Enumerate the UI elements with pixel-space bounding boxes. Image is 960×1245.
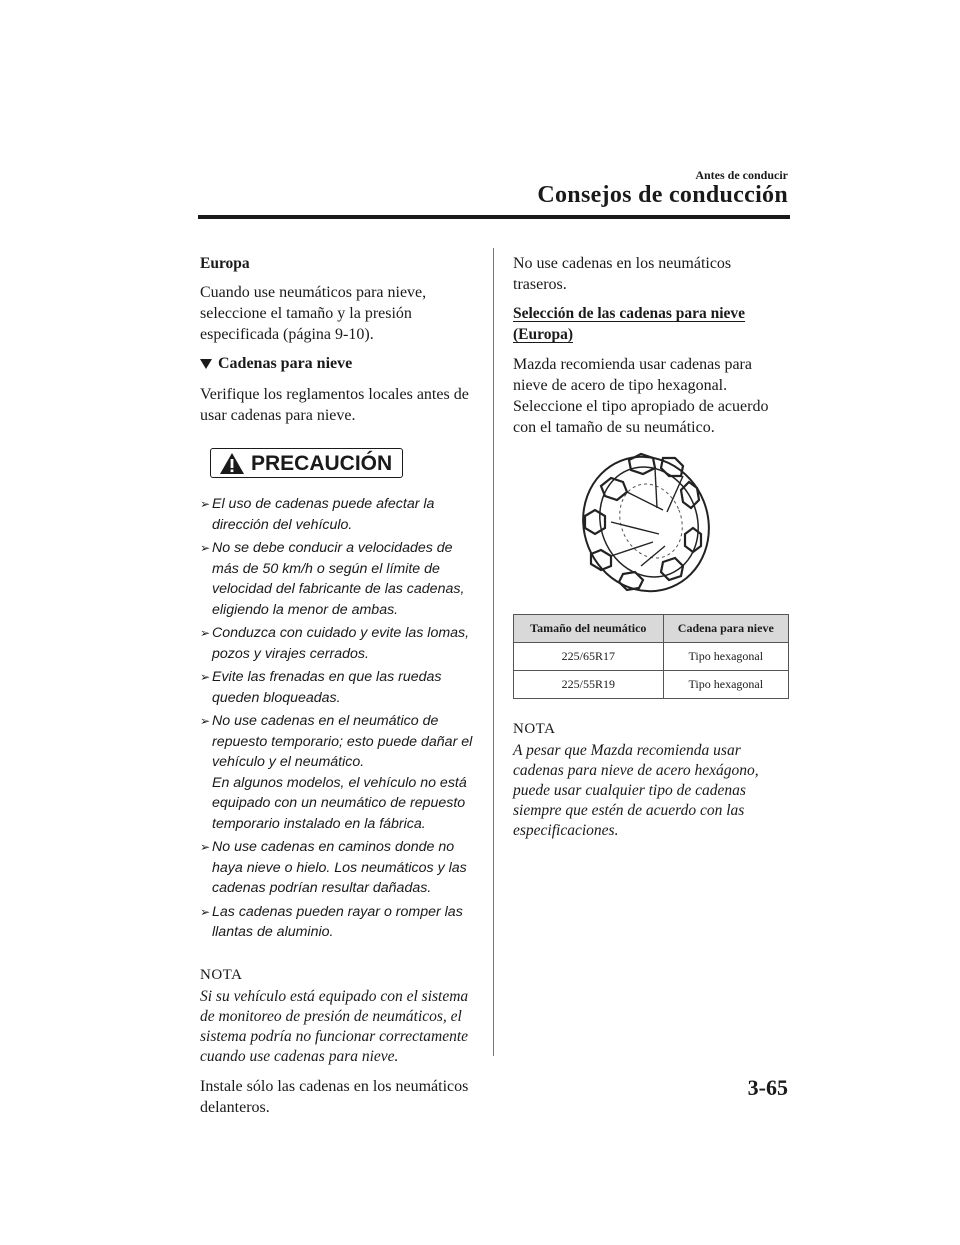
table-cell: 225/65R17 xyxy=(514,643,664,671)
note-label: NOTA xyxy=(200,966,243,983)
header-chapter-title: Consejos de conducción xyxy=(537,182,788,208)
triangle-down-icon xyxy=(200,359,212,369)
caution-item-extra: En algunos modelos, el vehículo no está equipado con un neumático de repuesto temporario instalado en la fábrica. xyxy=(212,774,467,832)
header-rule xyxy=(198,215,790,219)
caution-item xyxy=(200,494,475,535)
caution-item-text: No use cadenas en caminos donde no haya nieve o hielo. Los neumáticos y las cadenas podrían resultar dañadas. xyxy=(212,839,467,896)
subheading-text: Cadenas para nieve xyxy=(218,355,353,372)
snow-chain-illustration xyxy=(571,446,721,598)
table-header-cell: Cadena para nieve xyxy=(663,615,788,643)
table-cell: 225/55R19 xyxy=(514,671,664,699)
caution-badge xyxy=(210,448,403,478)
arrow-bullet-icon: ➢ xyxy=(200,626,211,640)
left-column xyxy=(200,253,475,1126)
caution-item xyxy=(200,837,475,899)
note-text: Si su vehículo está equipado con el sistema de monitoreo de presión de neumáticos, el sistema podría no funcionar correctamente cuando use cadenas para nieve. xyxy=(200,987,469,1065)
caution-item-text: No se debe conducir a velocidades de más de 50 km/h o según el límite de velocidad del fabricante de las cadenas, eligiendo la menor de ambas. xyxy=(212,540,465,618)
table-row xyxy=(514,671,789,699)
column-divider xyxy=(493,248,494,1056)
table-header-cell: Tamaño del neumático xyxy=(514,615,664,643)
arrow-bullet-icon: ➢ xyxy=(200,714,211,728)
region-title: Europa xyxy=(200,255,250,272)
caution-item xyxy=(200,623,475,664)
table-row xyxy=(514,643,789,671)
arrow-bullet-icon: ➢ xyxy=(200,670,211,684)
table-cell: Tipo hexagonal xyxy=(663,671,788,699)
arrow-bullet-icon: ➢ xyxy=(200,840,211,854)
table-header-row xyxy=(514,615,789,643)
note-label: NOTA xyxy=(513,721,556,737)
caution-item-text: El uso de cadenas puede afectar la dirección del vehículo. xyxy=(212,496,435,533)
paragraph: Verifique los reglamentos locales antes de usar cadenas para nieve. xyxy=(200,386,469,424)
header-section-label: Antes de conducir xyxy=(695,168,788,182)
caution-item-text: Las cadenas pueden rayar o romper las llantas de aluminio. xyxy=(212,903,463,940)
caution-item xyxy=(200,711,475,834)
table-cell: Tipo hexagonal xyxy=(663,643,788,671)
paragraph: Mazda recomienda usar cadenas para nieve de acero de tipo hexagonal. Seleccione el tipo apropiado de acuerdo con el tamaño de su neumático. xyxy=(513,356,769,436)
paragraph: Cuando use neumáticos para nieve, seleccione el tamaño y la presión especificada (página 9-10). xyxy=(200,284,427,343)
caution-item-text: No use cadenas en el neumático de repuesto temporario; esto puede dañar el vehículo y el neumático. xyxy=(212,713,473,770)
caution-item xyxy=(200,538,475,620)
chain-spec-table xyxy=(513,614,789,699)
caution-item xyxy=(200,902,475,943)
note-text: A pesar que Mazda recomienda usar cadenas para nieve de acero hexágono, puede usar cualquier tipo de cadenas siempre que estén de acuerdo con las especificaciones. xyxy=(513,742,759,839)
caution-label: PRECAUCIÓN xyxy=(251,451,393,475)
page-number: 3-65 xyxy=(747,1075,788,1100)
paragraph: Instale sólo las cadenas en los neumáticos delanteros. xyxy=(200,1077,469,1116)
caution-item xyxy=(200,667,475,708)
subsection-title: Selección de las cadenas para nieve (Europa) xyxy=(513,305,746,343)
subheading xyxy=(200,353,475,374)
caution-item-text: Conduzca con cuidado y evite las lomas, pozos y virajes cerrados. xyxy=(212,625,470,662)
caution-item-text: Evite las frenadas en que las ruedas queden bloqueadas. xyxy=(212,669,442,706)
arrow-bullet-icon: ➢ xyxy=(200,904,211,919)
caution-list xyxy=(200,494,475,943)
arrow-bullet-icon: ➢ xyxy=(200,497,211,511)
warning-triangle-icon xyxy=(219,452,245,475)
arrow-bullet-icon: ➢ xyxy=(200,541,211,555)
paragraph: No use cadenas en los neumáticos traseros. xyxy=(513,255,732,293)
right-column xyxy=(513,253,783,850)
